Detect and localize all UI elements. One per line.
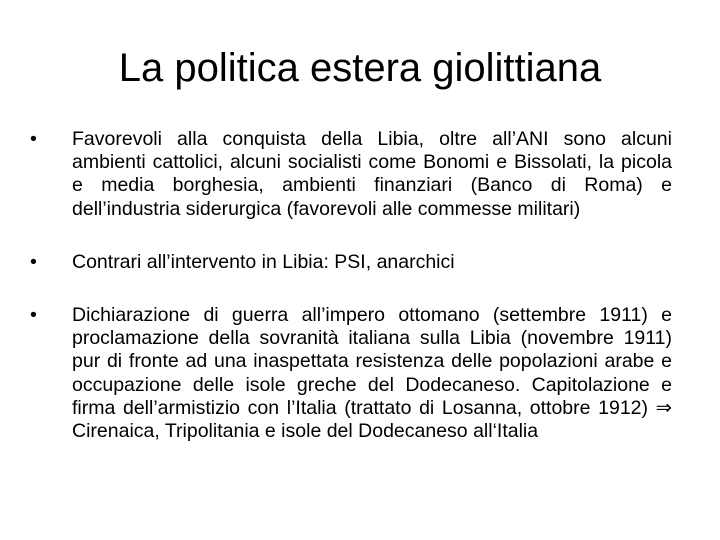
slide-title: La politica estera giolittiana [118,46,602,90]
bullet-marker: • [30,128,37,150]
bullet-list [30,128,672,443]
bullet-text: Favorevoli alla conquista della Libia, oltre all’ANI sono alcuni ambienti cattolici, alcuni socialisti come Bonomi e Bissolati, la picola e media borghesia, ambienti finanziari (Banco di Roma) e dell’industria siderurgica (favorevoli alle commesse militari) [72,128,672,220]
bullet-marker: • [30,304,37,327]
bullet-item [30,128,672,221]
bullet-text: Dichiarazione di guerra all’impero ottomano (settembre 1911) e proclamazione della sovranità italiana sulla Libia (novembre 1911) pur di fronte ad una inaspettata resistenza delle popolazioni arabe e occupazione delle isole greche del Dodecaneso. Capitolazione e firma dell’armistizio con l’Italia (trattato di Losanna, ottobre 1912) ⇒ Cirenaica, Tripolitania e isole del Dodecaneso all‘Italia [72,304,672,443]
bullet-item [30,251,672,274]
bullet-marker: • [30,250,37,273]
bullet-text: Contrari all’intervento in Libia: PSI, anarchici [72,250,455,273]
bullet-item [30,304,672,443]
